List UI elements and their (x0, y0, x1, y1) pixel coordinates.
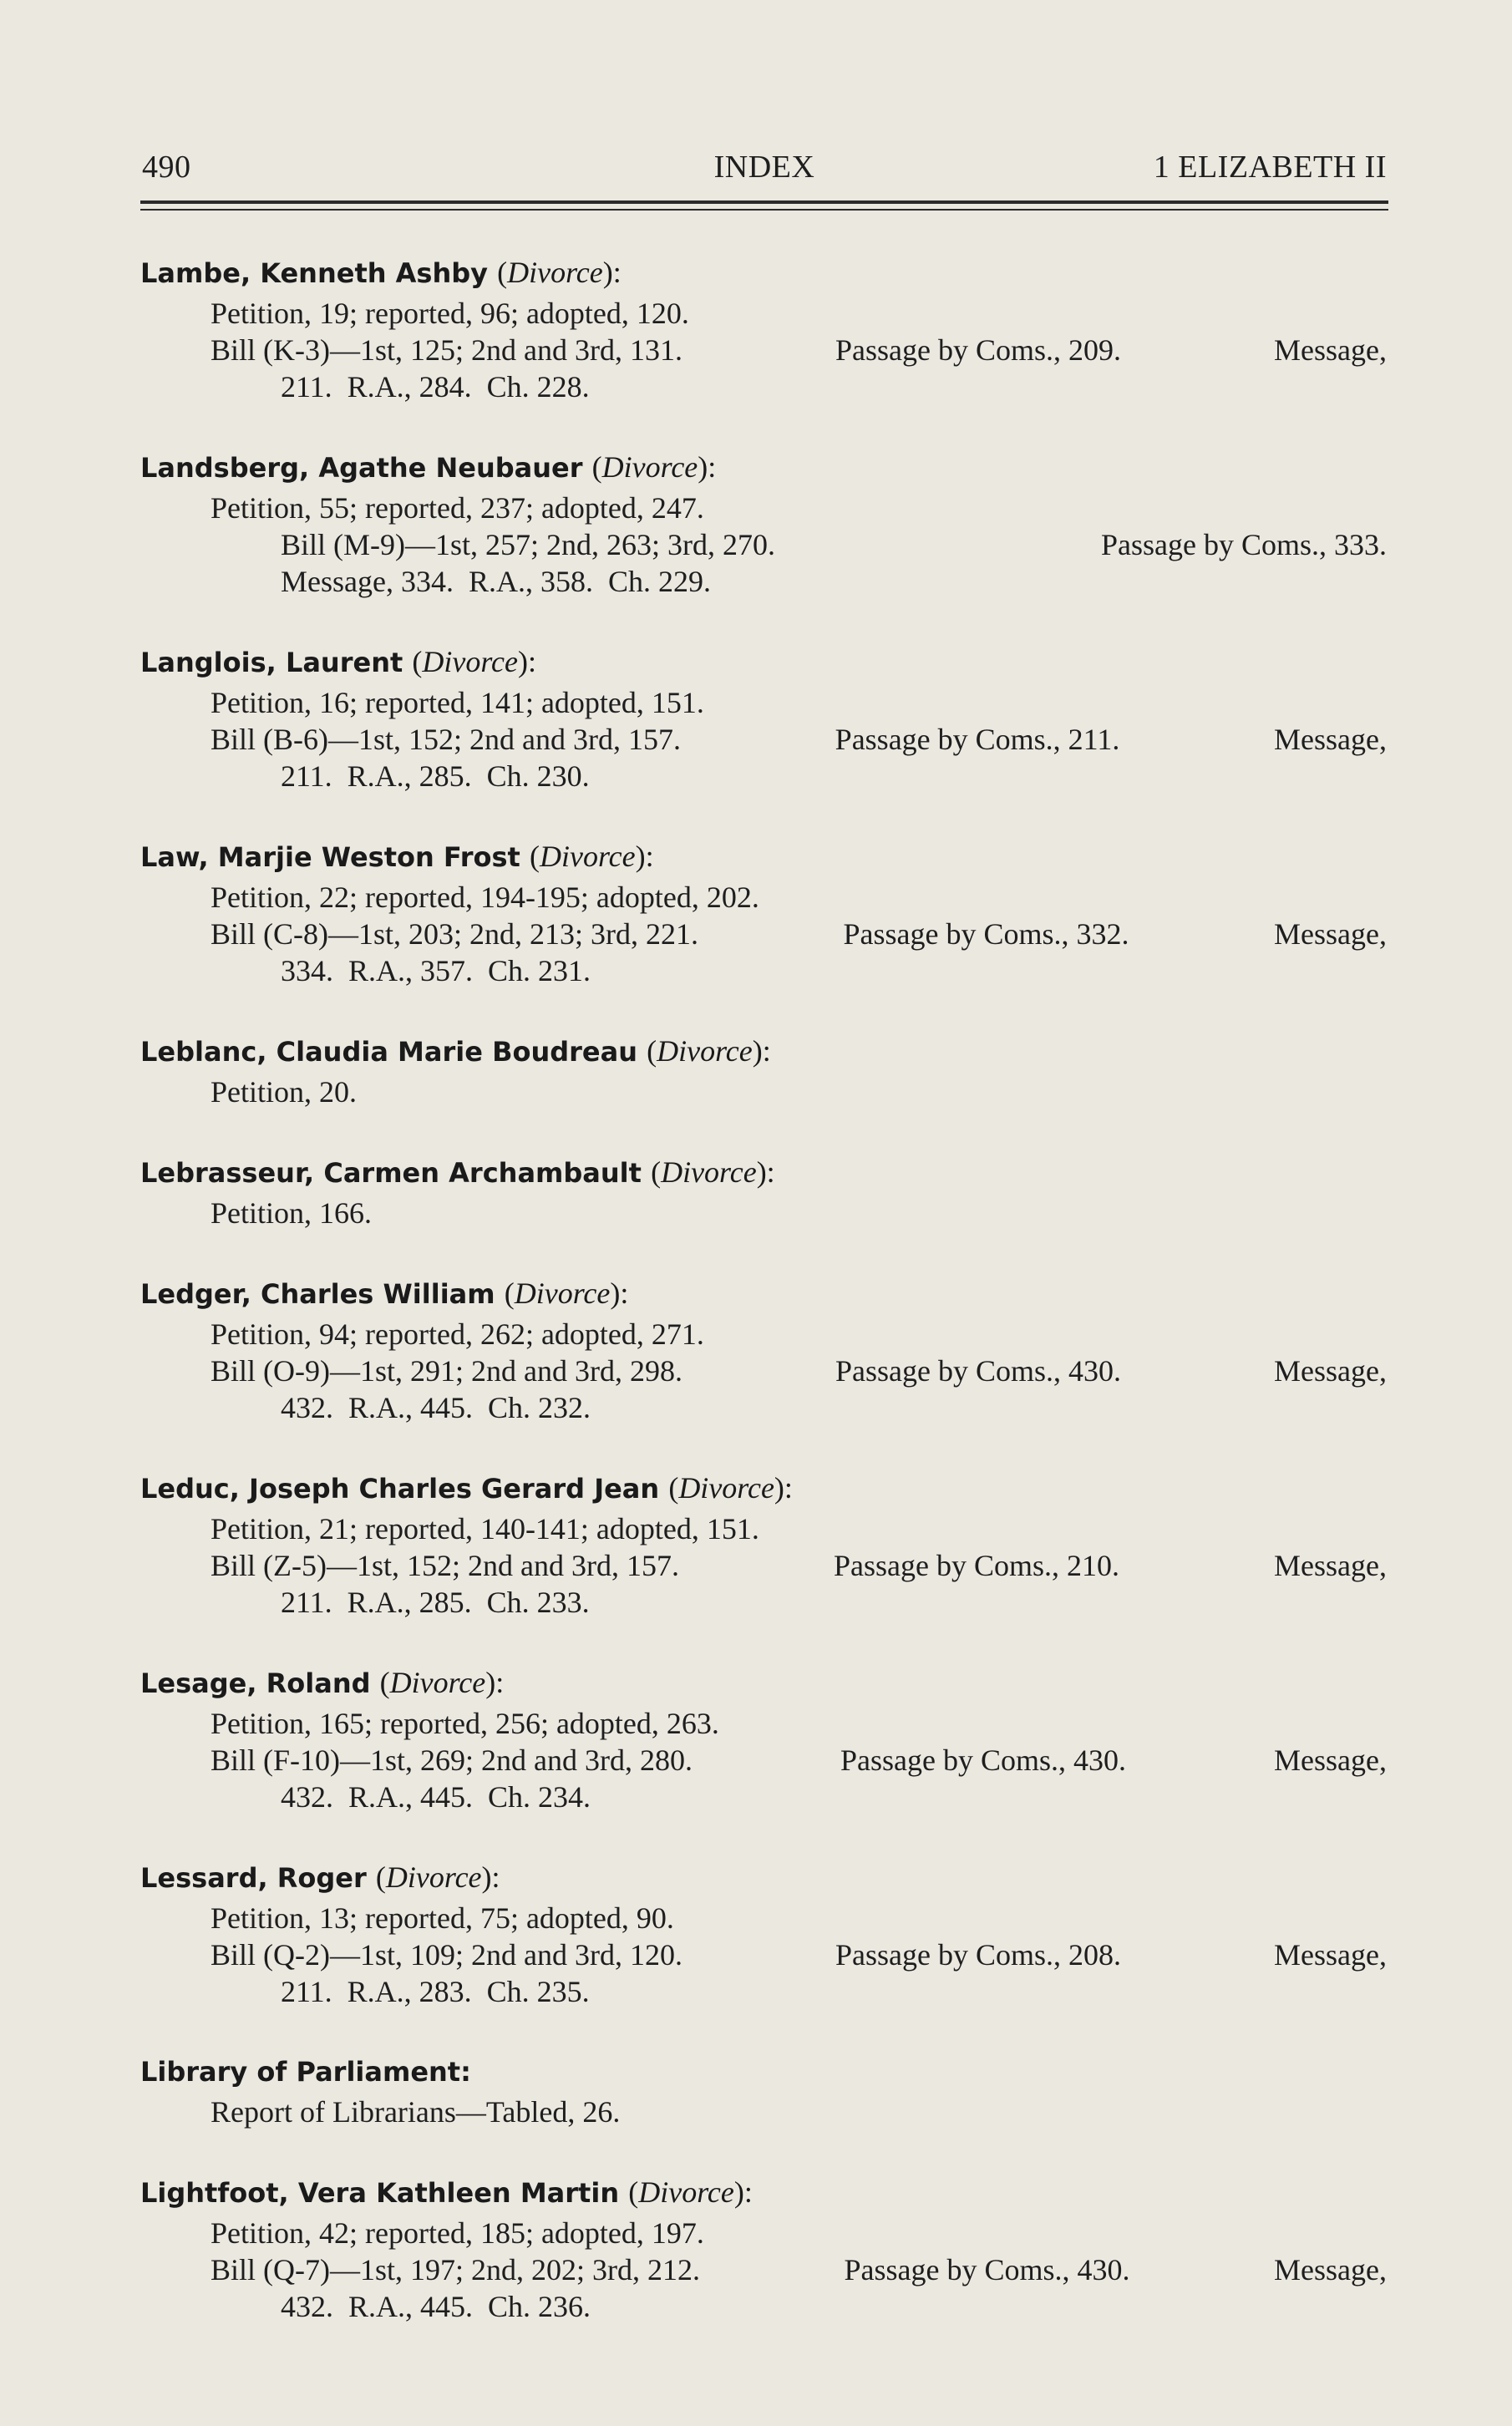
index-entry (140, 640, 1387, 794)
bill-continuation: 334. R.A., 357. Ch. 231. (281, 954, 591, 987)
index-entry (140, 1855, 1387, 2010)
entry-name: Lesage, Roland (140, 1667, 371, 1699)
page-title: INDEX (713, 150, 815, 185)
bill-passage: Passage by Coms., 208. (835, 1938, 1121, 1972)
entry-heading: Leblanc, Claudia Marie Boudreau (Divorce): (140, 1034, 771, 1068)
entry-kind: Divorce (657, 1034, 753, 1068)
bill-stages: Bill (M-9)—1st, 257; 2nd, 263; 3rd, 270. (281, 528, 775, 561)
entry-bill (211, 916, 1387, 989)
entry-petition: Petition, 42; reported, 185; adopted, 197. (211, 2216, 704, 2250)
entry-name: Lambe, Kenneth Ashby (140, 257, 489, 289)
entry-heading: Lambe, Kenneth Ashby (Divorce): (140, 256, 622, 289)
bill-stages: Bill (Q-2)—1st, 109; 2nd and 3rd, 120. (211, 1938, 682, 1972)
index-entry (140, 1150, 1387, 1231)
bill-message: Message, (1274, 1354, 1387, 1388)
entry-name: Ledger, Charles William (140, 1278, 495, 1310)
entry-name: Lightfoot, Vera Kathleen Martin (140, 2177, 620, 2209)
entry-bill (211, 1742, 1387, 1815)
header-rule (140, 200, 1388, 211)
entry-heading: Library of Parliament: (140, 2056, 471, 2088)
bill-message: Message, (1274, 2253, 1387, 2286)
bill-message: Message, (1274, 917, 1387, 951)
bill-passage: Passage by Coms., 210. (833, 1549, 1119, 1582)
entry-petition: Petition, 16; reported, 141; adopted, 151. (211, 686, 704, 719)
entry-name: Langlois, Laurent (140, 647, 403, 678)
entry-name: Law, Marjie Weston Frost (140, 841, 520, 873)
index-entry (140, 1029, 1387, 1110)
page-header (142, 149, 1387, 190)
index-entry (140, 1466, 1387, 1621)
entry-petition: Petition, 94; reported, 262; adopted, 271. (211, 1317, 704, 1351)
bill-message: Message, (1274, 333, 1387, 367)
entry-name: Leduc, Joseph Charles Gerard Jean (140, 1473, 660, 1505)
index-entry (140, 2050, 1387, 2130)
entry-heading: Landsberg, Agathe Neubauer (Divorce): (140, 450, 717, 484)
entry-heading: Lesage, Roland (Divorce): (140, 1666, 505, 1699)
entry-petition: Petition, 21; reported, 140-141; adopted, 151. (211, 1512, 759, 1545)
bill-continuation: 211. R.A., 283. Ch. 235. (281, 1975, 590, 2008)
entry-bill (211, 721, 1387, 794)
entry-bill (211, 1936, 1387, 2010)
index-entry (140, 251, 1387, 405)
page-number: 490 (142, 150, 191, 185)
entry-kind: Divorce (661, 1155, 757, 1189)
index-entry (140, 445, 1387, 600)
index-entry (140, 1661, 1387, 1815)
entry-name: Leblanc, Claudia Marie Boudreau (140, 1036, 637, 1068)
index-entry (140, 1271, 1387, 1426)
entry-petition: Petition, 13; reported, 75; adopted, 90. (211, 1901, 674, 1935)
entry-petition: Petition, 19; reported, 96; adopted, 120. (211, 297, 689, 330)
bill-continuation: Message, 334. R.A., 358. Ch. 229. (281, 565, 711, 598)
bill-passage: Passage by Coms., 209. (835, 333, 1121, 367)
index-entries (140, 251, 1387, 2365)
entry-bill (211, 1353, 1387, 1426)
bill-message: Message, (1274, 723, 1387, 756)
entry-petition: Petition, 22; reported, 194-195; adopted, 202. (211, 881, 759, 914)
bill-passage: Passage by Coms., 430. (840, 1743, 1126, 1777)
bill-passage: Passage by Coms., 333. (1101, 528, 1387, 561)
entry-name: Landsberg, Agathe Neubauer (140, 452, 583, 484)
bill-stages: Bill (O-9)—1st, 291; 2nd and 3rd, 298. (211, 1354, 682, 1388)
bill-stages: Bill (Z-5)—1st, 152; 2nd and 3rd, 157. (211, 1549, 679, 1582)
bill-stages: Bill (Q-7)—1st, 197; 2nd, 202; 3rd, 212. (211, 2253, 700, 2286)
entry-name: Lebrasseur, Carmen Archambault (140, 1157, 642, 1189)
bill-passage: Passage by Coms., 430. (844, 2253, 1130, 2286)
entry-kind: Divorce (539, 840, 636, 873)
bill-stages: Bill (C-8)—1st, 203; 2nd, 213; 3rd, 221. (211, 917, 698, 951)
entry-heading: Lessard, Roger (Divorce): (140, 1860, 500, 1894)
bill-continuation: 432. R.A., 445. Ch. 232. (281, 1391, 591, 1424)
entry-bill (211, 332, 1387, 405)
entry-kind: Divorce (422, 645, 519, 678)
entry-petition: Petition, 55; reported, 237; adopted, 247. (211, 491, 704, 525)
entry-line: Report of Librarians—Tabled, 26. (211, 2095, 621, 2129)
entry-heading: Leduc, Joseph Charles Gerard Jean (Divorce): (140, 1471, 793, 1505)
entry-kind: Divorce (507, 256, 603, 289)
entry-name: Lessard, Roger (140, 1862, 367, 1894)
entry-kind: Divorce (385, 1860, 482, 1894)
bill-continuation: 432. R.A., 445. Ch. 234. (281, 1780, 591, 1814)
entry-petition: Petition, 20. (211, 1075, 358, 1109)
bill-continuation: 211. R.A., 285. Ch. 233. (281, 1586, 590, 1619)
entry-petition: Petition, 165; reported, 256; adopted, 263. (211, 1707, 719, 1740)
index-entry (140, 2170, 1387, 2325)
bill-message: Message, (1274, 1549, 1387, 1582)
entry-heading: Langlois, Laurent (Divorce): (140, 645, 537, 678)
entry-bill (211, 2251, 1387, 2325)
bill-message: Message, (1274, 1743, 1387, 1777)
entry-kind: Divorce (389, 1666, 486, 1699)
entry-heading: Law, Marjie Weston Frost (Divorce): (140, 840, 654, 873)
entry-petition: Petition, 166. (211, 1196, 373, 1230)
bill-continuation: 211. R.A., 285. Ch. 230. (281, 759, 590, 793)
entry-kind: Divorce (638, 2175, 734, 2209)
entry-kind: Divorce (678, 1471, 774, 1505)
index-entry (140, 835, 1387, 989)
bill-message: Message, (1274, 1938, 1387, 1972)
entry-kind: Divorce (601, 450, 698, 484)
bill-continuation: 432. R.A., 445. Ch. 236. (281, 2290, 591, 2323)
bill-stages: Bill (B-6)—1st, 152; 2nd and 3rd, 157. (211, 723, 681, 756)
bill-passage: Passage by Coms., 430. (835, 1354, 1121, 1388)
entry-bill (211, 1547, 1387, 1621)
entry-kind: Divorce (514, 1276, 611, 1310)
entry-heading: Lebrasseur, Carmen Archambault (Divorce): (140, 1155, 775, 1189)
bill-passage: Passage by Coms., 332. (843, 917, 1129, 951)
bill-stages: Bill (K-3)—1st, 125; 2nd and 3rd, 131. (211, 333, 682, 367)
bill-passage: Passage by Coms., 211. (835, 723, 1120, 756)
entry-heading: Ledger, Charles William (Divorce): (140, 1276, 629, 1310)
reign-label: 1 ELIZABETH II (1153, 150, 1387, 185)
entry-heading: Lightfoot, Vera Kathleen Martin (Divorce): (140, 2175, 753, 2209)
bill-continuation: 211. R.A., 284. Ch. 228. (281, 370, 590, 403)
entry-bill (211, 526, 1387, 600)
bill-stages: Bill (F-10)—1st, 269; 2nd and 3rd, 280. (211, 1743, 693, 1777)
